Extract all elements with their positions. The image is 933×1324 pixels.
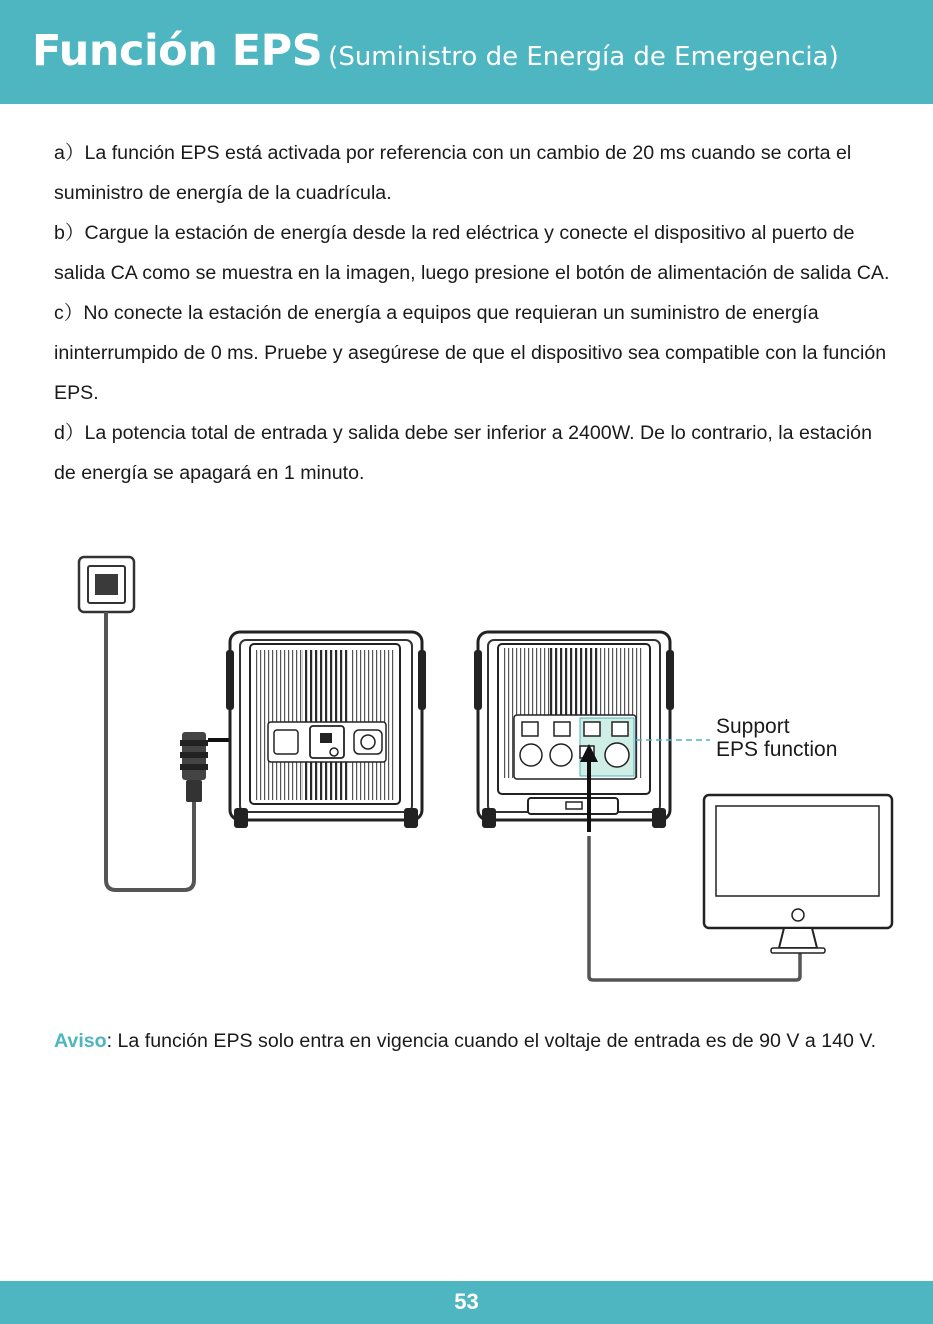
wall-outlet-icon xyxy=(79,557,134,612)
eps-connection-diagram xyxy=(0,540,933,1000)
title-subtitle: (Suministro de Energía de Emergencia) xyxy=(328,42,839,72)
notice xyxy=(54,1021,894,1061)
input-cable xyxy=(106,612,194,890)
page-footer xyxy=(0,1281,933,1324)
paragraph-b: b）Cargue la estación de energía desde la red eléctrica y conecte el dispositivo al puerto de salida CA como se muestra en la imagen, luego presione el botón de alimentación de salida CA. xyxy=(54,222,890,284)
eps-label-line2: EPS function xyxy=(716,738,838,761)
page-header xyxy=(0,0,933,104)
power-station-back-icon xyxy=(226,632,426,828)
power-station-front-icon xyxy=(474,632,674,828)
page-number: 53 xyxy=(454,1289,479,1314)
title-main: Función EPS xyxy=(32,26,323,76)
instructions xyxy=(54,133,894,493)
paragraph-d: d）La potencia total de entrada y salida debe ser inferior a 2400W. De lo contrario, la estación de energía se apagará en 1 minuto. xyxy=(54,422,872,484)
ac-plug-icon xyxy=(180,732,208,802)
notice-label: Aviso xyxy=(54,1030,107,1052)
page-title xyxy=(32,26,839,76)
paragraph-a: a）La función EPS está activada por referencia con un cambio de 20 ms cuando se corta el suministro de energía de la cuadrícula. xyxy=(54,142,852,204)
eps-label-line1: Support xyxy=(716,715,790,738)
notice-text: : La función EPS solo entra en vigencia cuando el voltaje de entrada es de 90 V a 140 V. xyxy=(106,1030,877,1052)
paragraph-c: c）No conecte la estación de energía a equipos que requieran un suministro de energía ininterrumpido de 0 ms. Pruebe y asegúrese de que el dispositivo sea compatible con la función EPS. xyxy=(54,302,887,404)
monitor-icon xyxy=(704,795,892,953)
